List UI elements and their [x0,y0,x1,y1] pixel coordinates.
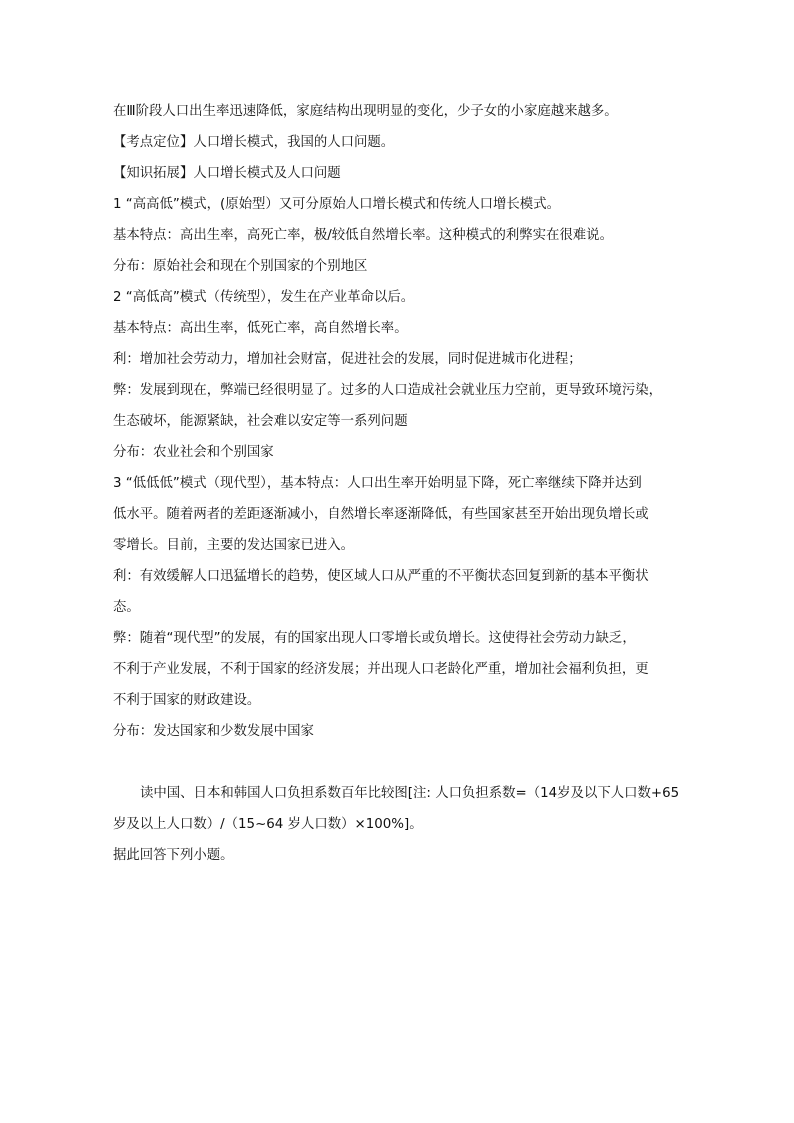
text-line-mode1-distribution: 分布：原始社会和现在个别国家的个别地区 [113,259,368,274]
text-line-mode1-features: 基本特点：高出生率，高死亡率，极/较低自然增长率。这种模式的利弊实在很难说。 [113,228,613,243]
text-line-mode3-advantage-2: 态。 [113,600,140,615]
text-line-mode3-features-3: 零增长。目前，主要的发达国家已进入。 [113,538,355,553]
text-line-stage3: 在Ⅲ阶段人口出生率迅速降低，家庭结构出现明显的变化，少子女的小家庭越来越多。 [113,104,618,119]
text-line-mode3-features-2: 低水平。随着两者的差距逐渐减小，自然增长率逐渐降低，有些国家甚至开始出现负增长或 [113,507,649,522]
text-line-mode3-advantage-1: 利：有效缓解人口迅猛增长的趋势，使区域人口从严重的不平衡状态回复到新的基本平衡状 [113,569,649,584]
text-line-mode1-title: 1 “高高低”模式，(原始型）又可分原始人口增长模式和传统人口增长模式。 [113,197,560,212]
text-line-mode3-distribution: 分布：发达国家和少数发展中国家 [113,724,314,739]
text-line-exam-point: 【考点定位】人口增长模式，我国的人口问题。 [113,135,395,150]
text-line-mode3-disadvantage-1: 弊：随着“现代型”的发展，有的国家出现人口零增长或负增长。这使得社会劳动力缺乏， [113,631,636,646]
question-line-3: 据此回答下列小题。 [113,848,234,863]
question-line-2: 岁及以上人口数）/（15~64 岁人口数）×100%]。 [113,817,423,832]
text-line-mode2-disadvantage-2: 生态破坏，能源紧缺，社会难以安定等一系列问题 [113,414,408,429]
text-line-mode2-features: 基本特点：高出生率，低死亡率，高自然增长率。 [113,321,408,336]
text-line-mode2-distribution: 分布：农业社会和个别国家 [113,445,274,460]
question-line-1: 读中国、日本和韩国人口负担系数百年比较图[注: 人口负担系数=（14岁及以下人口数+65 [140,786,680,801]
text-line-mode3-title: 3 “低低低”模式（现代型），基本特点：人口出生率开始明显下降，死亡率继续下降并达到 [113,476,642,491]
text-line-mode3-disadvantage-2: 不利于产业发展，不利于国家的经济发展；并出现人口老龄化严重，增加社会福利负担，更 [113,662,649,677]
text-line-mode2-disadvantage-1: 弊：发展到现在，弊端已经很明显了。过多的人口造成社会就业压力空前，更导致环境污染， [113,383,663,398]
text-line-knowledge-heading: 【知识拓展】人口增长模式及人口问题 [113,166,341,181]
text-line-mode2-advantage: 利：增加社会劳动力，增加社会财富，促进社会的发展，同时促进城市化进程； [113,352,582,367]
text-line-mode2-title: 2 “高低高”模式（传统型），发生在产业革命以后。 [113,290,415,305]
text-line-mode3-disadvantage-3: 不利于国家的财政建设。 [113,693,261,708]
